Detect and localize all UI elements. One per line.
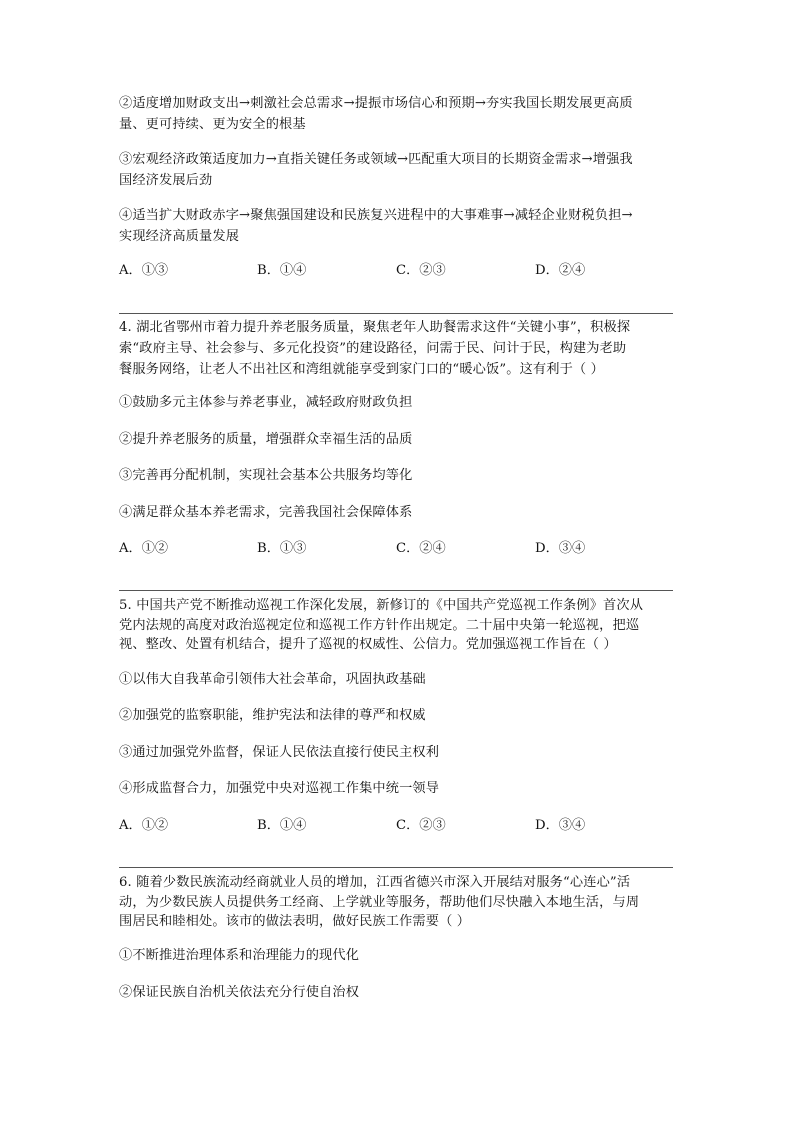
q4-option-a[interactable]: A．①②	[119, 541, 169, 556]
q3-item-3-line-2: 国经济发展后劲	[119, 173, 213, 188]
q4-option-c[interactable]: C．②④	[396, 541, 446, 556]
q5-item-3: ③通过加强党外监督，保证人民依法直接行使民主权利	[119, 745, 440, 760]
q4-stem-line-3: 餐服务网络，让老人不出社区和湾组就能享受到家门口的“暖心饭”。这有利于（ ）	[119, 362, 604, 377]
q5-item-2: ②加强党的监察职能，维护宪法和法律的尊严和权威	[119, 708, 426, 723]
q3-item-3-line-1: ③宏观经济政策适度加力→直指关键任务或领域→匹配重大项目的长期资金需求→增强我	[119, 152, 633, 167]
q3-item-2-line-2: 量、更可持续、更为安全的根基	[119, 117, 306, 132]
q4-item-3: ③完善再分配机制，实现社会基本公共服务均等化	[119, 468, 413, 483]
q5-stem-line-2: 党内法规的高度对政治巡视定位和巡视工作方针作出规定。二十届中央第一轮巡视，把巡	[119, 618, 640, 633]
q5-option-a[interactable]: A．①②	[119, 818, 169, 833]
q3-option-c[interactable]: C．②③	[396, 263, 446, 278]
q6-item-1: ①不断推进治理体系和治理能力的现代化	[119, 948, 360, 963]
q6-item-2: ②保证民族自治机关依法充分行使自治权	[119, 985, 360, 1000]
q5-item-4: ④形成监督合力，加强党中央对巡视工作集中统一领导	[119, 781, 440, 796]
q5-option-b[interactable]: B．①④	[257, 818, 307, 833]
q3-item-4-line-1: ④适当扩大财政赤字→聚焦强国建设和民族复兴进程中的大事难事→减轻企业财税负担→	[119, 208, 633, 223]
q6-stem-line-2: 动，为少数民族人员提供务工经商、上学就业等服务，帮助他们尽快融入本地生活，与周	[119, 895, 640, 910]
q5-option-d[interactable]: D．③④	[535, 818, 586, 833]
q6-stem-line-1: 6. 随着少数民族流动经商就业人员的增加，江西省德兴市深入开展结对服务“心连心”活	[119, 875, 631, 890]
q6-stem-line-3: 围居民和睦相处。该市的做法表明，做好民族工作需要（ ）	[119, 914, 471, 929]
q3-item-4-line-2: 实现经济高质量发展	[119, 229, 240, 244]
q3-option-b[interactable]: B．①④	[257, 263, 307, 278]
q4-item-4: ④满足群众基本养老需求，完善我国社会保障体系	[119, 505, 413, 520]
q4-option-d[interactable]: D．③④	[535, 541, 586, 556]
q4-stem-line-1: 4. 湖北省鄂州市着力提升养老服务质量，聚焦老年人助餐需求这件“关键小事”，积极探	[119, 320, 631, 335]
divider-3	[119, 867, 673, 868]
q5-option-c[interactable]: C．②③	[396, 818, 446, 833]
divider-1	[119, 313, 673, 314]
q4-option-b[interactable]: B．①③	[257, 541, 307, 556]
q3-item-2-line-1: ②适度增加财政支出→刺激社会总需求→提振市场信心和预期→夯实我国长期发展更高质	[119, 96, 633, 111]
q3-option-d[interactable]: D．②④	[535, 263, 586, 278]
divider-2	[119, 590, 673, 591]
q5-item-1: ①以伟大自我革命引领伟大社会革命，巩固执政基础	[119, 672, 426, 687]
q4-stem-line-2: 索“政府主导、社会参与、多元化投资”的建设路径，问需于民、问计于民，构建为老助	[119, 341, 627, 356]
q5-stem-line-3: 视、整改、处置有机结合，提升了巡视的权威性、公信力。党加强巡视工作旨在（ ）	[119, 637, 617, 652]
q4-item-1: ①鼓励多元主体参与养老事业，减轻政府财政负担	[119, 395, 413, 410]
q4-item-2: ②提升养老服务的质量，增强群众幸福生活的品质	[119, 432, 413, 447]
q3-option-a[interactable]: A．①③	[119, 263, 169, 278]
q5-stem-line-1: 5. 中国共产党不断推动巡视工作深化发展，新修订的《中国共产党巡视工作条例》首次从	[119, 598, 644, 613]
